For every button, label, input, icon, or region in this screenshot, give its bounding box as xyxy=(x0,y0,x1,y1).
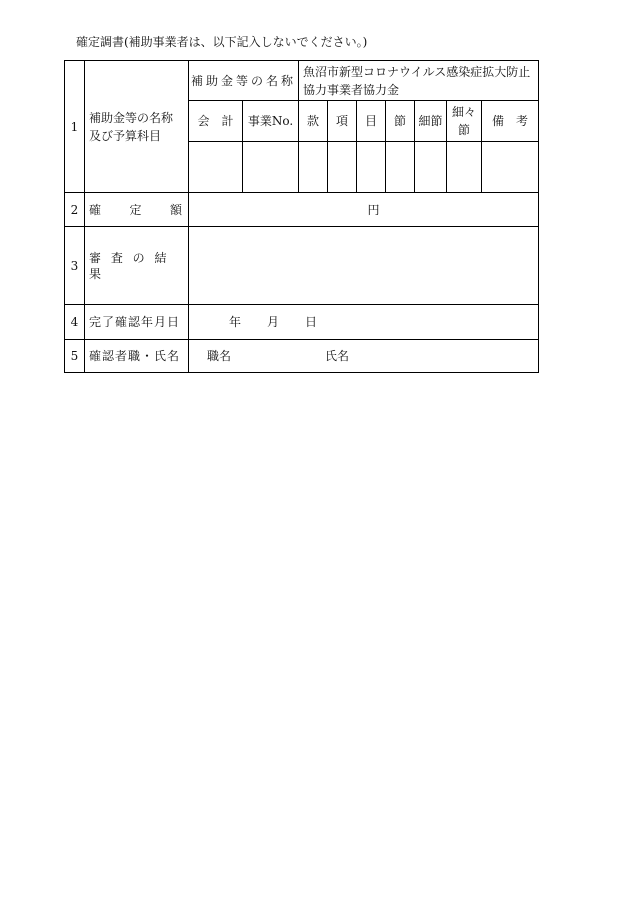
row4-label: 完了確認年月日 xyxy=(85,305,189,340)
date-year-label: 年 xyxy=(229,315,242,329)
yen-unit: 円 xyxy=(367,202,380,217)
row2-label-char-1: 確 xyxy=(89,202,102,217)
subsidy-name-header: 補助金等の名称 xyxy=(189,61,299,101)
row1-number: 1 xyxy=(65,61,85,193)
row4-number: 4 xyxy=(65,305,85,340)
col-header-saisaisetsu: 細々節 xyxy=(447,101,482,142)
confirmation-table xyxy=(64,60,539,373)
saisaisetsu-cell xyxy=(447,142,482,193)
row1-label: 補助金等の名称及び予算科目 xyxy=(85,61,189,193)
confirmer-value xyxy=(189,340,539,373)
setsu-cell xyxy=(386,142,415,193)
col-header-setsu: 節 xyxy=(386,101,415,142)
row2-label xyxy=(85,193,189,227)
row5-number: 5 xyxy=(65,340,85,373)
moku-cell xyxy=(357,142,386,193)
row2-number: 2 xyxy=(65,193,85,227)
kou-cell xyxy=(328,142,357,193)
subsidy-name-value: 魚沼市新型コロナウイルス感染症拡大防止協力事業者協力金 xyxy=(299,61,539,101)
col-header-kan: 款 xyxy=(299,101,328,142)
job-title-label: 職名 xyxy=(207,349,232,363)
col-header-biko: 備 考 xyxy=(482,101,539,142)
col-header-kaikei: 会 計 xyxy=(189,101,243,142)
document-caption: 確定調書(補助事業者は、以下記入しないでください。) xyxy=(76,35,368,49)
confirmed-amount-value xyxy=(189,193,539,227)
jigyo-no-cell xyxy=(243,142,299,193)
review-result-value xyxy=(189,227,539,305)
col-header-jigyo-no: 事業No. xyxy=(243,101,299,142)
date-month-label: 月 xyxy=(267,315,280,329)
row2-label-char-2: 定 xyxy=(129,202,142,217)
kaikei-cell xyxy=(189,142,243,193)
col-header-moku: 目 xyxy=(357,101,386,142)
date-day-label: 日 xyxy=(305,315,318,329)
row2-label-char-3: 額 xyxy=(169,202,182,217)
col-header-saisetsu: 細節 xyxy=(415,101,447,142)
kan-cell xyxy=(299,142,328,193)
full-name-label: 氏名 xyxy=(325,349,350,363)
row5-label: 確認者職・氏名 xyxy=(85,340,189,373)
completion-date-value xyxy=(189,305,539,340)
biko-cell xyxy=(482,142,539,193)
row3-number: 3 xyxy=(65,227,85,305)
saisetsu-cell xyxy=(415,142,447,193)
row3-label: 審 査 の 結 果 xyxy=(85,227,189,305)
col-header-kou: 項 xyxy=(328,101,357,142)
